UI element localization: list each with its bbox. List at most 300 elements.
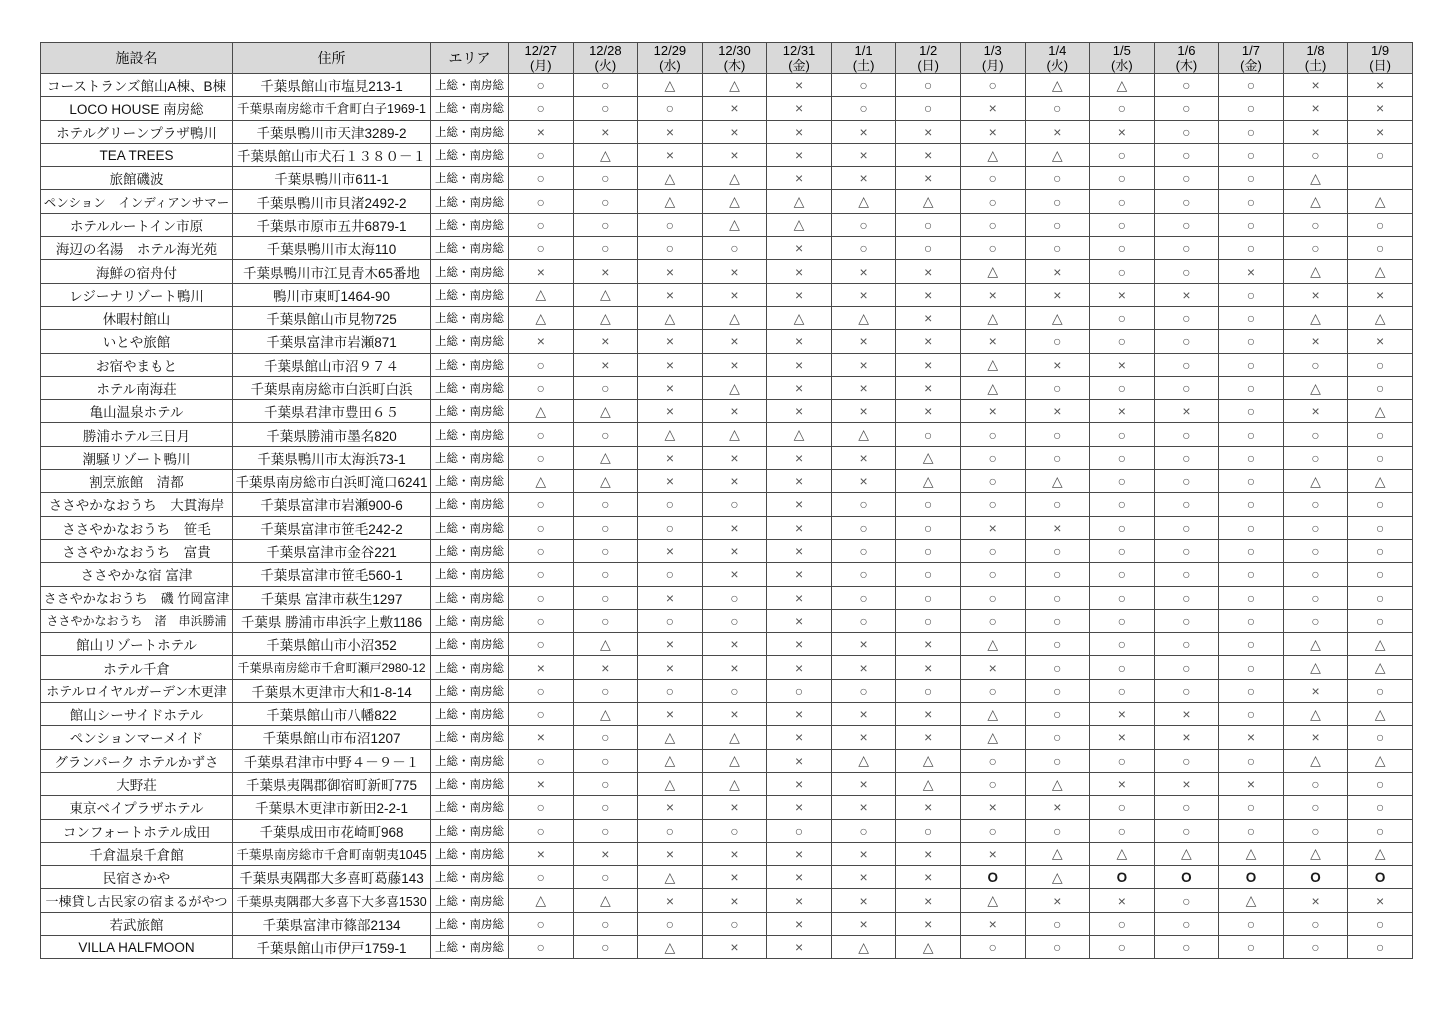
availability-cell: × bbox=[831, 376, 896, 399]
availability-cell: × bbox=[638, 656, 703, 679]
area-cell: 上総・南房総 bbox=[431, 353, 509, 376]
table-row bbox=[41, 609, 1413, 632]
availability-cell: × bbox=[831, 656, 896, 679]
availability-cell: △ bbox=[702, 376, 767, 399]
address-cell: 千葉県南房総市千倉町南朝夷1045 bbox=[233, 842, 431, 865]
area-cell: 上総・南房総 bbox=[431, 260, 509, 283]
availability-cell: △ bbox=[702, 306, 767, 329]
availability-cell: × bbox=[702, 260, 767, 283]
availability-cell: ○ bbox=[960, 74, 1025, 97]
availability-cell: △ bbox=[1283, 633, 1348, 656]
area-cell: 上総・南房総 bbox=[431, 213, 509, 236]
availability-cell: × bbox=[896, 167, 961, 190]
address-cell: 千葉県富津市金谷221 bbox=[233, 539, 431, 562]
availability-cell: O bbox=[960, 866, 1025, 889]
column-header-facility: 施設名 bbox=[41, 43, 233, 74]
availability-cell: ○ bbox=[1025, 493, 1090, 516]
availability-cell: ○ bbox=[1154, 656, 1219, 679]
availability-cell: △ bbox=[702, 726, 767, 749]
table-row bbox=[41, 423, 1413, 446]
availability-cell: △ bbox=[638, 423, 703, 446]
availability-cell: △ bbox=[1283, 703, 1348, 726]
availability-cell: ○ bbox=[1219, 120, 1284, 143]
availability-cell: ○ bbox=[509, 819, 574, 842]
availability-cell: × bbox=[1090, 120, 1155, 143]
availability-cell: ○ bbox=[1025, 935, 1090, 958]
table-row bbox=[41, 912, 1413, 935]
area-cell: 上総・南房総 bbox=[431, 726, 509, 749]
availability-cell: △ bbox=[573, 470, 638, 493]
availability-cell: × bbox=[702, 563, 767, 586]
availability-cell: × bbox=[896, 400, 961, 423]
availability-cell: ○ bbox=[509, 703, 574, 726]
availability-cell: ○ bbox=[960, 749, 1025, 772]
availability-cell: ○ bbox=[831, 213, 896, 236]
availability-cell: × bbox=[831, 796, 896, 819]
availability-cell: △ bbox=[1025, 866, 1090, 889]
availability-cell: × bbox=[1090, 283, 1155, 306]
area-cell: 上総・南房総 bbox=[431, 866, 509, 889]
availability-cell: O bbox=[1348, 866, 1413, 889]
availability-cell: ○ bbox=[702, 912, 767, 935]
availability-cell: × bbox=[767, 74, 832, 97]
availability-cell: × bbox=[638, 120, 703, 143]
availability-cell: × bbox=[638, 260, 703, 283]
availability-cell: ○ bbox=[1219, 539, 1284, 562]
availability-cell: × bbox=[702, 283, 767, 306]
availability-cell: × bbox=[767, 143, 832, 166]
availability-cell: ○ bbox=[1025, 679, 1090, 702]
availability-cell: ○ bbox=[1348, 376, 1413, 399]
address-cell: 千葉県南房総市千倉町瀬戸2980-12 bbox=[233, 656, 431, 679]
availability-cell: ○ bbox=[1348, 586, 1413, 609]
availability-cell: ○ bbox=[896, 74, 961, 97]
area-cell: 上総・南房総 bbox=[431, 516, 509, 539]
availability-cell: ○ bbox=[960, 679, 1025, 702]
availability-cell: × bbox=[960, 400, 1025, 423]
availability-cell: × bbox=[702, 656, 767, 679]
availability-cell: × bbox=[1025, 516, 1090, 539]
area-cell: 上総・南房総 bbox=[431, 633, 509, 656]
availability-cell: × bbox=[960, 842, 1025, 865]
availability-cell: ○ bbox=[1025, 330, 1090, 353]
availability-cell: ○ bbox=[1283, 423, 1348, 446]
availability-cell: ○ bbox=[1219, 586, 1284, 609]
availability-cell: ○ bbox=[1283, 237, 1348, 260]
availability-cell: ○ bbox=[1219, 353, 1284, 376]
address-cell: 千葉県 勝浦市串浜字上敷1186 bbox=[233, 609, 431, 632]
availability-cell: × bbox=[702, 400, 767, 423]
availability-cell: × bbox=[573, 353, 638, 376]
availability-cell: ○ bbox=[509, 633, 574, 656]
availability-cell: ○ bbox=[509, 935, 574, 958]
availability-cell: ○ bbox=[509, 376, 574, 399]
availability-cell: ○ bbox=[702, 679, 767, 702]
availability-cell: × bbox=[767, 656, 832, 679]
availability-cell: ○ bbox=[1219, 563, 1284, 586]
table-row bbox=[41, 633, 1413, 656]
availability-cell: △ bbox=[573, 703, 638, 726]
facility-name-cell: ホテル千倉 bbox=[41, 656, 233, 679]
facility-name-cell: 休暇村館山 bbox=[41, 306, 233, 329]
availability-cell: ○ bbox=[1090, 679, 1155, 702]
area-cell: 上総・南房総 bbox=[431, 400, 509, 423]
availability-cell: ○ bbox=[896, 423, 961, 446]
facility-name-cell: ホテルロイヤルガーデン木更津 bbox=[41, 679, 233, 702]
availability-cell: × bbox=[638, 330, 703, 353]
availability-cell: × bbox=[767, 330, 832, 353]
availability-cell: ○ bbox=[1219, 633, 1284, 656]
address-cell: 千葉県館山市塩見213-1 bbox=[233, 74, 431, 97]
availability-cell: ○ bbox=[509, 912, 574, 935]
availability-cell: ○ bbox=[573, 237, 638, 260]
availability-cell: ○ bbox=[1154, 889, 1219, 912]
availability-cell: △ bbox=[767, 306, 832, 329]
availability-cell: △ bbox=[896, 772, 961, 795]
facility-name-cell: 潮騒リゾート鴨川 bbox=[41, 446, 233, 469]
availability-cell: △ bbox=[702, 213, 767, 236]
facility-name-cell: コンフォートホテル成田 bbox=[41, 819, 233, 842]
availability-cell: ○ bbox=[1348, 563, 1413, 586]
table-row bbox=[41, 772, 1413, 795]
availability-cell: × bbox=[638, 470, 703, 493]
availability-cell: ○ bbox=[1283, 539, 1348, 562]
availability-cell: △ bbox=[702, 74, 767, 97]
availability-cell: ○ bbox=[831, 609, 896, 632]
availability-cell: ○ bbox=[1025, 563, 1090, 586]
availability-cell: × bbox=[1025, 283, 1090, 306]
availability-cell: △ bbox=[960, 143, 1025, 166]
availability-cell: △ bbox=[767, 423, 832, 446]
availability-cell: × bbox=[831, 400, 896, 423]
availability-cell: × bbox=[1283, 120, 1348, 143]
availability-cell: ○ bbox=[960, 446, 1025, 469]
availability-cell: × bbox=[1283, 330, 1348, 353]
availability-cell: ○ bbox=[702, 237, 767, 260]
availability-cell: × bbox=[1154, 772, 1219, 795]
availability-cell: × bbox=[702, 842, 767, 865]
availability-cell: ○ bbox=[1090, 306, 1155, 329]
facility-name-cell: お宿やまもと bbox=[41, 353, 233, 376]
availability-cell: ○ bbox=[1283, 213, 1348, 236]
availability-cell: ○ bbox=[1283, 819, 1348, 842]
availability-cell: ○ bbox=[1219, 703, 1284, 726]
availability-cell: × bbox=[831, 260, 896, 283]
availability-cell: × bbox=[767, 446, 832, 469]
availability-cell: × bbox=[509, 726, 574, 749]
availability-cell: ○ bbox=[831, 539, 896, 562]
availability-cell: × bbox=[702, 446, 767, 469]
availability-cell: ○ bbox=[1025, 912, 1090, 935]
availability-cell: × bbox=[702, 470, 767, 493]
table-row bbox=[41, 679, 1413, 702]
availability-cell: × bbox=[831, 866, 896, 889]
availability-cell: × bbox=[1025, 889, 1090, 912]
table-row bbox=[41, 516, 1413, 539]
availability-cell: × bbox=[896, 353, 961, 376]
availability-cell: △ bbox=[1348, 190, 1413, 213]
address-cell: 千葉県館山市布沼1207 bbox=[233, 726, 431, 749]
facility-name-cell: 民宿さかや bbox=[41, 866, 233, 889]
availability-cell: × bbox=[960, 516, 1025, 539]
availability-cell: ○ bbox=[1090, 819, 1155, 842]
availability-cell: ○ bbox=[1090, 470, 1155, 493]
availability-cell: ○ bbox=[1154, 306, 1219, 329]
availability-cell: ○ bbox=[896, 516, 961, 539]
availability-cell: × bbox=[638, 703, 703, 726]
area-cell: 上総・南房総 bbox=[431, 912, 509, 935]
availability-cell: ○ bbox=[960, 167, 1025, 190]
availability-cell: ○ bbox=[1283, 935, 1348, 958]
availability-cell: ○ bbox=[1283, 796, 1348, 819]
availability-cell: △ bbox=[573, 446, 638, 469]
address-cell: 千葉県鴨川市天津3289-2 bbox=[233, 120, 431, 143]
availability-cell: ○ bbox=[573, 376, 638, 399]
availability-cell bbox=[1348, 167, 1413, 190]
availability-cell: △ bbox=[638, 749, 703, 772]
availability-cell: ○ bbox=[1025, 539, 1090, 562]
column-header-date-12-30: 12/30 (木) bbox=[702, 43, 767, 74]
availability-cell: ○ bbox=[1025, 213, 1090, 236]
availability-cell: △ bbox=[1283, 470, 1348, 493]
availability-cell: △ bbox=[573, 283, 638, 306]
availability-cell: ○ bbox=[1025, 703, 1090, 726]
availability-cell: △ bbox=[509, 889, 574, 912]
availability-cell: ○ bbox=[509, 353, 574, 376]
availability-cell: △ bbox=[702, 423, 767, 446]
availability-cell: ○ bbox=[573, 586, 638, 609]
availability-cell: ○ bbox=[1154, 237, 1219, 260]
availability-cell: ○ bbox=[1154, 74, 1219, 97]
availability-cell: × bbox=[1090, 889, 1155, 912]
area-cell: 上総・南房総 bbox=[431, 656, 509, 679]
column-header-date-12-28: 12/28 (火) bbox=[573, 43, 638, 74]
availability-cell: ○ bbox=[1348, 143, 1413, 166]
availability-cell: ○ bbox=[831, 516, 896, 539]
facility-name-cell: ささやかな宿 富津 bbox=[41, 563, 233, 586]
availability-cell: ○ bbox=[896, 563, 961, 586]
availability-cell: ○ bbox=[509, 74, 574, 97]
availability-cell: ○ bbox=[1025, 726, 1090, 749]
area-cell: 上総・南房総 bbox=[431, 330, 509, 353]
availability-cell: ○ bbox=[831, 586, 896, 609]
address-cell: 千葉県市原市五井6879-1 bbox=[233, 213, 431, 236]
availability-cell: ○ bbox=[509, 237, 574, 260]
table-row bbox=[41, 586, 1413, 609]
availability-cell: × bbox=[1283, 97, 1348, 120]
table-row bbox=[41, 237, 1413, 260]
availability-cell: ○ bbox=[1219, 97, 1284, 120]
availability-cell: △ bbox=[573, 889, 638, 912]
availability-cell: × bbox=[509, 120, 574, 143]
availability-cell: △ bbox=[960, 703, 1025, 726]
availability-cell: × bbox=[1219, 772, 1284, 795]
availability-cell: △ bbox=[767, 190, 832, 213]
availability-cell: × bbox=[1025, 260, 1090, 283]
availability-cell: ○ bbox=[1219, 213, 1284, 236]
availability-cell: × bbox=[960, 120, 1025, 143]
availability-cell: × bbox=[960, 330, 1025, 353]
availability-cell: ○ bbox=[1219, 470, 1284, 493]
availability-cell: ○ bbox=[960, 586, 1025, 609]
availability-cell: ○ bbox=[1025, 633, 1090, 656]
availability-cell: ○ bbox=[509, 446, 574, 469]
address-cell: 千葉県富津市笹毛242-2 bbox=[233, 516, 431, 539]
availability-cell: × bbox=[1348, 74, 1413, 97]
availability-cell: ○ bbox=[1090, 143, 1155, 166]
availability-cell: ○ bbox=[509, 516, 574, 539]
availability-cell: × bbox=[831, 889, 896, 912]
availability-cell: ○ bbox=[831, 493, 896, 516]
area-cell: 上総・南房総 bbox=[431, 120, 509, 143]
availability-cell: ○ bbox=[767, 679, 832, 702]
availability-cell: × bbox=[831, 167, 896, 190]
availability-cell: ○ bbox=[896, 586, 961, 609]
availability-cell: × bbox=[638, 796, 703, 819]
column-header-date-1-7: 1/7 (金) bbox=[1219, 43, 1284, 74]
table-row bbox=[41, 330, 1413, 353]
availability-cell: ○ bbox=[1154, 120, 1219, 143]
availability-cell: ○ bbox=[1219, 609, 1284, 632]
availability-cell: △ bbox=[509, 283, 574, 306]
availability-cell: × bbox=[638, 446, 703, 469]
availability-cell: ○ bbox=[573, 190, 638, 213]
address-cell: 千葉県富津市岩瀬900-6 bbox=[233, 493, 431, 516]
availability-cell: ○ bbox=[509, 167, 574, 190]
availability-cell: ○ bbox=[573, 609, 638, 632]
area-cell: 上総・南房総 bbox=[431, 74, 509, 97]
address-cell: 千葉県夷隅郡御宿町新町775 bbox=[233, 772, 431, 795]
address-cell: 千葉県鴨川市太海浜73-1 bbox=[233, 446, 431, 469]
availability-cell: ○ bbox=[509, 493, 574, 516]
availability-cell: △ bbox=[638, 74, 703, 97]
table-row bbox=[41, 796, 1413, 819]
availability-cell: × bbox=[831, 446, 896, 469]
area-cell: 上総・南房総 bbox=[431, 143, 509, 166]
availability-cell: ○ bbox=[1154, 912, 1219, 935]
availability-cell: ○ bbox=[1090, 935, 1155, 958]
availability-cell: ○ bbox=[1090, 912, 1155, 935]
availability-cell: ○ bbox=[573, 796, 638, 819]
availability-cell: O bbox=[1090, 866, 1155, 889]
availability-cell: × bbox=[767, 935, 832, 958]
table-row bbox=[41, 74, 1413, 97]
availability-cell: × bbox=[1283, 726, 1348, 749]
availability-cell: × bbox=[1025, 796, 1090, 819]
availability-cell: ○ bbox=[573, 866, 638, 889]
availability-cell: × bbox=[1090, 353, 1155, 376]
availability-cell: △ bbox=[831, 423, 896, 446]
table-row bbox=[41, 656, 1413, 679]
availability-cell: ○ bbox=[702, 493, 767, 516]
availability-cell: ○ bbox=[1090, 237, 1155, 260]
address-cell: 千葉県勝浦市墨名820 bbox=[233, 423, 431, 446]
availability-cell: × bbox=[1025, 120, 1090, 143]
availability-cell: ○ bbox=[896, 819, 961, 842]
availability-cell: × bbox=[896, 796, 961, 819]
availability-cell: ○ bbox=[573, 493, 638, 516]
area-cell: 上総・南房総 bbox=[431, 190, 509, 213]
availability-cell: △ bbox=[1025, 470, 1090, 493]
availability-cell: × bbox=[509, 772, 574, 795]
availability-cell: × bbox=[896, 143, 961, 166]
availability-cell: ○ bbox=[960, 237, 1025, 260]
area-cell: 上総・南房総 bbox=[431, 237, 509, 260]
availability-cell: ○ bbox=[638, 213, 703, 236]
availability-cell: × bbox=[1283, 283, 1348, 306]
availability-cell: ○ bbox=[1154, 679, 1219, 702]
availability-cell: × bbox=[960, 912, 1025, 935]
area-cell: 上総・南房総 bbox=[431, 796, 509, 819]
availability-cell: × bbox=[767, 353, 832, 376]
facility-name-cell: 東京ベイプラザホテル bbox=[41, 796, 233, 819]
facility-name-cell: 海鮮の宿舟付 bbox=[41, 260, 233, 283]
availability-cell: ○ bbox=[509, 749, 574, 772]
availability-cell: △ bbox=[1090, 842, 1155, 865]
availability-cell: × bbox=[1154, 400, 1219, 423]
availability-cell: ○ bbox=[509, 609, 574, 632]
availability-cell: ○ bbox=[1090, 376, 1155, 399]
availability-cell: ○ bbox=[1154, 539, 1219, 562]
availability-cell: ○ bbox=[573, 819, 638, 842]
facility-name-cell: TEA TREES bbox=[41, 143, 233, 166]
availability-cell: × bbox=[1283, 889, 1348, 912]
availability-cell: × bbox=[638, 400, 703, 423]
area-cell: 上総・南房総 bbox=[431, 749, 509, 772]
facility-name-cell: 海辺の名湯 ホテル海光苑 bbox=[41, 237, 233, 260]
availability-cell: × bbox=[767, 703, 832, 726]
availability-cell: △ bbox=[509, 470, 574, 493]
availability-cell: ○ bbox=[573, 167, 638, 190]
availability-cell: ○ bbox=[1090, 633, 1155, 656]
availability-cell: ○ bbox=[896, 609, 961, 632]
availability-cell: ○ bbox=[896, 213, 961, 236]
availability-cell: ○ bbox=[509, 539, 574, 562]
facility-name-cell: ささやかなおうち 渚 串浜勝浦 bbox=[41, 609, 233, 632]
availability-cell: × bbox=[702, 889, 767, 912]
area-cell: 上総・南房総 bbox=[431, 842, 509, 865]
address-cell: 千葉県館山市見物725 bbox=[233, 306, 431, 329]
availability-cell: ○ bbox=[638, 516, 703, 539]
area-cell: 上総・南房総 bbox=[431, 446, 509, 469]
column-header-date-1-2: 1/2 (日) bbox=[896, 43, 961, 74]
availability-cell: ○ bbox=[1154, 143, 1219, 166]
availability-cell: × bbox=[896, 912, 961, 935]
availability-cell: ○ bbox=[1154, 586, 1219, 609]
availability-cell: × bbox=[1154, 283, 1219, 306]
availability-cell: × bbox=[509, 842, 574, 865]
availability-cell: ○ bbox=[1025, 423, 1090, 446]
availability-cell: ○ bbox=[1154, 935, 1219, 958]
availability-cell: ○ bbox=[1283, 516, 1348, 539]
table-row bbox=[41, 400, 1413, 423]
availability-cell: × bbox=[767, 470, 832, 493]
availability-cell: × bbox=[960, 283, 1025, 306]
availability-cell: ○ bbox=[509, 679, 574, 702]
availability-cell: × bbox=[509, 656, 574, 679]
availability-cell: △ bbox=[509, 400, 574, 423]
availability-cell: ○ bbox=[960, 493, 1025, 516]
availability-cell: ○ bbox=[960, 213, 1025, 236]
table-row bbox=[41, 866, 1413, 889]
availability-cell: O bbox=[1283, 866, 1348, 889]
availability-cell: × bbox=[767, 400, 832, 423]
availability-cell: △ bbox=[1283, 260, 1348, 283]
availability-cell: ○ bbox=[1348, 493, 1413, 516]
availability-cell: ○ bbox=[1025, 446, 1090, 469]
table-row bbox=[41, 283, 1413, 306]
availability-cell: ○ bbox=[1025, 656, 1090, 679]
